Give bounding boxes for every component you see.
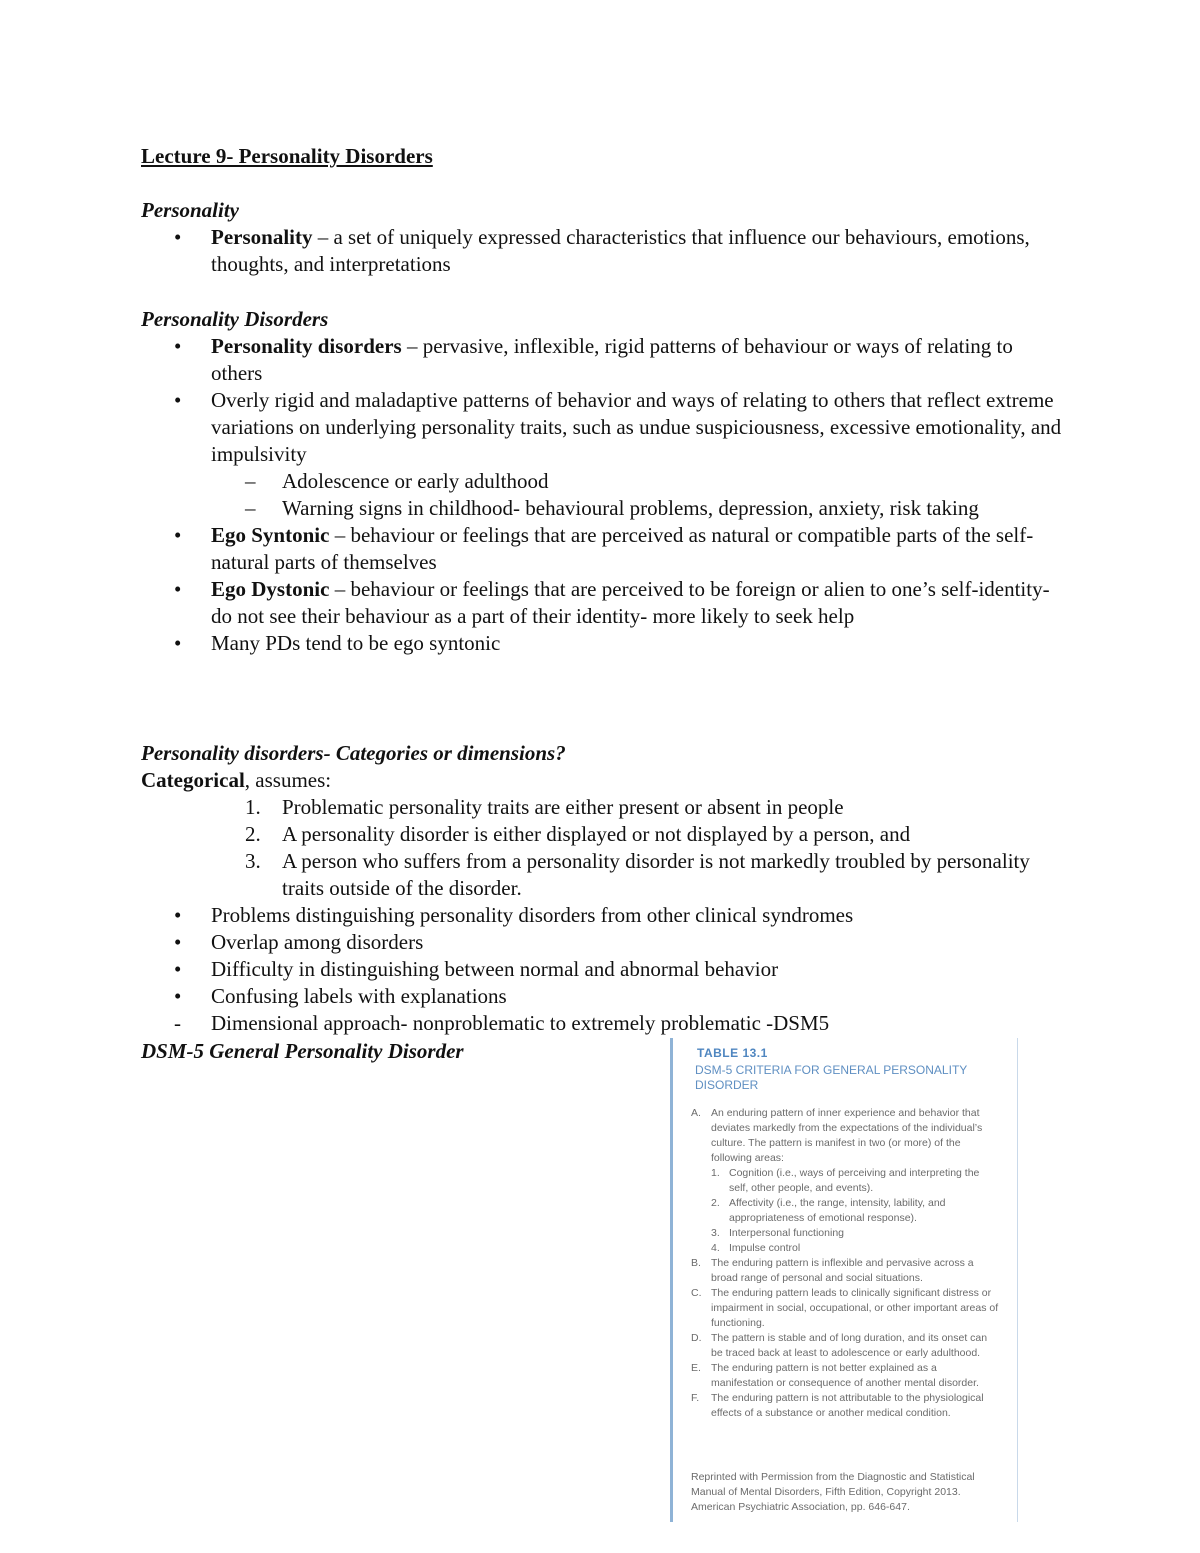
criteria-list [691,1106,1001,1421]
list-item [141,576,1066,630]
bullet-icon: • [174,334,182,358]
dash-icon: – [245,469,256,493]
item-text: Difficulty in distinguishing between normal and abnormal behavior [211,957,779,981]
definition: – behaviour or feelings that are perceived to be foreign or alien to one’s self-identity- do not see their behaviour as a part of their identity- more likely to seek help [211,577,1050,628]
item-text: Overly rigid and maladaptive patterns of behavior and ways of relating to others that reflect extreme variations on underlying personality traits, such as undue suspiciousness, excessive emotionality, and impulsivity [211,388,1062,466]
list-item [141,522,1066,576]
list-item [141,929,1066,956]
bullet-icon: • [174,225,182,249]
criterion [691,1106,1001,1166]
criterion [691,1286,1001,1331]
item-text: Warning signs in childhood- behavioural problems, depression, anxiety, risk taking [282,496,979,520]
bullet-icon: • [174,388,182,412]
criterion-key: E. [691,1362,701,1374]
criterion [691,1331,1001,1361]
term: Personality [211,225,313,249]
definition: – a set of uniquely expressed characteristics that influence our behaviours, emotions, thoughts, and interpretations [211,225,1030,276]
item-text: A personality disorder is either displayed or not displayed by a person, and [282,822,911,846]
list-item [141,1010,1066,1037]
sub-criterion [691,1196,1001,1226]
criterion-text: The enduring pattern leads to clinically significant distress or impairment in social, occupational, or other important areas of functioning. [711,1287,999,1329]
term: Ego Dystonic [211,577,330,601]
numbered-item [141,794,1066,821]
section-heading-dsm5: DSM-5 General Personality Disorder [141,1039,464,1063]
item-text: Dimensional approach- nonproblematic to extremely problematic -DSM5 [211,1011,830,1035]
sub-criterion-key: 1. [711,1167,720,1179]
sub-list-item [141,495,1066,522]
section-heading-categories: Personality disorders- Categories or dimensions? [141,741,566,765]
table-title: DSM-5 CRITERIA FOR GENERAL PERSONALITY DISORDER [695,1063,968,1092]
definition: – behaviour or feelings that are perceived as natural or compatible parts of the self- natural parts of themselves [211,523,1034,574]
criterion-text: The pattern is stable and of long duration, and its onset can be traced back at least to adolescence or early adulthood. [711,1332,988,1359]
number: 1. [245,795,261,819]
table-source-note: Reprinted with Permission from the Diagnostic and Statistical Manual of Mental Disorders, Fifth Edition, Copyright 2013. American Psychiatric Association, pp. 646-647. [691,1471,975,1513]
dash-icon: – [245,496,256,520]
bullet-icon: • [174,523,182,547]
table-label: TABLE 13.1 [697,1046,768,1060]
categorical-line [141,767,331,794]
criterion-key: A. [691,1107,701,1119]
number: 2. [245,822,261,846]
item-text: A person who suffers from a personality disorder is not markedly troubled by personality traits outside of the disorder. [282,849,1030,900]
numbered-item [141,848,1066,902]
item-text: Many PDs tend to be ego syntonic [211,631,501,655]
personality-list [141,224,1066,278]
criterion-text: The enduring pattern is inflexible and pervasive across a broad range of personal and social situations. [711,1257,974,1284]
item-text: Confusing labels with explanations [211,984,507,1008]
criterion-key: C. [691,1287,702,1299]
list-item [141,630,1066,657]
term: Personality disorders [211,334,402,358]
list-item [141,983,1066,1010]
page-title: Lecture 9- Personality Disorders [141,144,433,168]
bullet-icon: • [174,631,182,655]
criterion-key: B. [691,1257,701,1269]
list-item [141,224,1066,278]
sub-criterion-text: Impulse control [729,1242,801,1254]
section-heading-personality: Personality [141,198,239,222]
criterion-text: The enduring pattern is not attributable to the physiological effects of a substance or another medical condition. [711,1392,984,1419]
numbered-item [141,821,1066,848]
criterion-text: The enduring pattern is not better explained as a manifestation or consequence of another mental disorder. [711,1362,979,1389]
sub-criterion-key: 2. [711,1197,720,1209]
bullet-icon: • [174,903,182,927]
item-text: Problems distinguishing personality disorders from other clinical syndromes [211,903,854,927]
sub-criterion-text: Cognition (i.e., ways of perceiving and interpreting the self, other people, and events). [729,1167,980,1194]
list-item [141,333,1066,387]
criterion-text: An enduring pattern of inner experience and behavior that deviates markedly from the expectations of the individual’s culture. The pattern is manifest in two (or more) of the following areas: [711,1107,983,1164]
sub-criterion-text: Interpersonal functioning [729,1227,844,1239]
sub-criterion [691,1241,1001,1256]
list-item [141,956,1066,983]
item-text: Problematic personality traits are either present or absent in people [282,795,844,819]
criterion-key: D. [691,1332,702,1344]
criterion-key: F. [691,1392,700,1404]
criterion [691,1391,1001,1421]
bullet-icon: • [174,577,182,601]
dsm5-criteria-table [670,1038,1018,1522]
sub-criterion-key: 4. [711,1242,720,1254]
sub-list-item [141,468,1066,495]
list-item [141,902,1066,929]
definition: – pervasive, inflexible, rigid patterns of behaviour or ways of relating to others [211,334,1013,385]
categorical-list [141,794,1066,1037]
dash-icon: - [174,1011,181,1035]
section-heading-personality-disorders: Personality Disorders [141,307,329,331]
sub-criterion-text: Affectivity (i.e., the range, intensity, lability, and appropriateness of emotional response). [729,1197,946,1224]
criterion [691,1361,1001,1391]
item-text: , assumes: [244,768,332,792]
bullet-icon: • [174,930,182,954]
item-text: Adolescence or early adulthood [282,469,549,493]
term: Categorical [141,768,245,792]
criterion [691,1256,1001,1286]
sub-criterion [691,1166,1001,1196]
personality-disorders-list [141,333,1066,657]
bullet-icon: • [174,957,182,981]
item-text: Overlap among disorders [211,930,424,954]
sub-criterion [691,1226,1001,1241]
list-item [141,387,1066,468]
sub-criterion-key: 3. [711,1227,720,1239]
term: Ego Syntonic [211,523,330,547]
bullet-icon: • [174,984,182,1008]
number: 3. [245,849,261,873]
